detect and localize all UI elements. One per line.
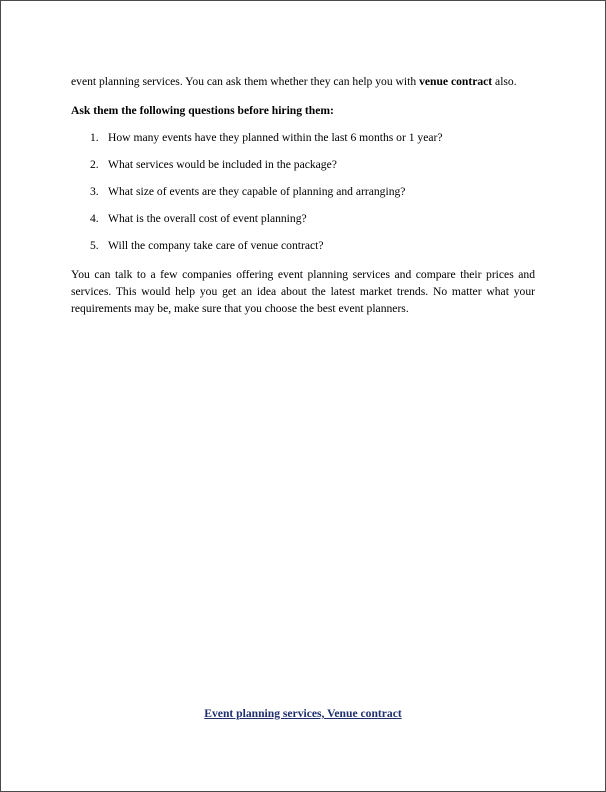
list-item-text: What services would be included in the package? (108, 158, 337, 171)
list-item-text: What is the overall cost of event planning? (108, 212, 307, 225)
list-item-number: 3. (90, 185, 99, 198)
list-item (71, 129, 535, 156)
footer-link[interactable]: Event planning services, Venue contract (204, 707, 402, 720)
intro-text-before: event planning services. You can ask them whether they can help you with (71, 75, 420, 88)
footer (1, 705, 605, 722)
intro-bold-term: venue contract (419, 75, 493, 88)
list-item-number: 2. (90, 158, 99, 171)
intro-text-after: also. (492, 75, 517, 88)
list-item-text: Will the company take care of venue contract? (108, 239, 324, 252)
intro-paragraph (71, 73, 535, 90)
list-item-text: What size of events are they capable of planning and arranging? (108, 185, 406, 198)
list-item-text: How many events have they planned within the last 6 months or 1 year? (108, 131, 443, 144)
list-item (71, 237, 535, 264)
list-item (71, 183, 535, 210)
list-item-number: 1. (90, 131, 99, 144)
closing-paragraph: You can talk to a few companies offering event planning services and compare their prices and services. This would help you get an idea about the latest market trends. No matter what your requirements may be, make sure that you choose the best event planners. (71, 268, 535, 315)
questions-heading: Ask them the following questions before hiring them: (71, 104, 334, 117)
questions-list (71, 129, 535, 264)
page-content (71, 73, 535, 317)
list-item (71, 210, 535, 237)
list-item-number: 4. (90, 212, 99, 225)
list-item-number: 5. (90, 239, 99, 252)
list-item (71, 156, 535, 183)
